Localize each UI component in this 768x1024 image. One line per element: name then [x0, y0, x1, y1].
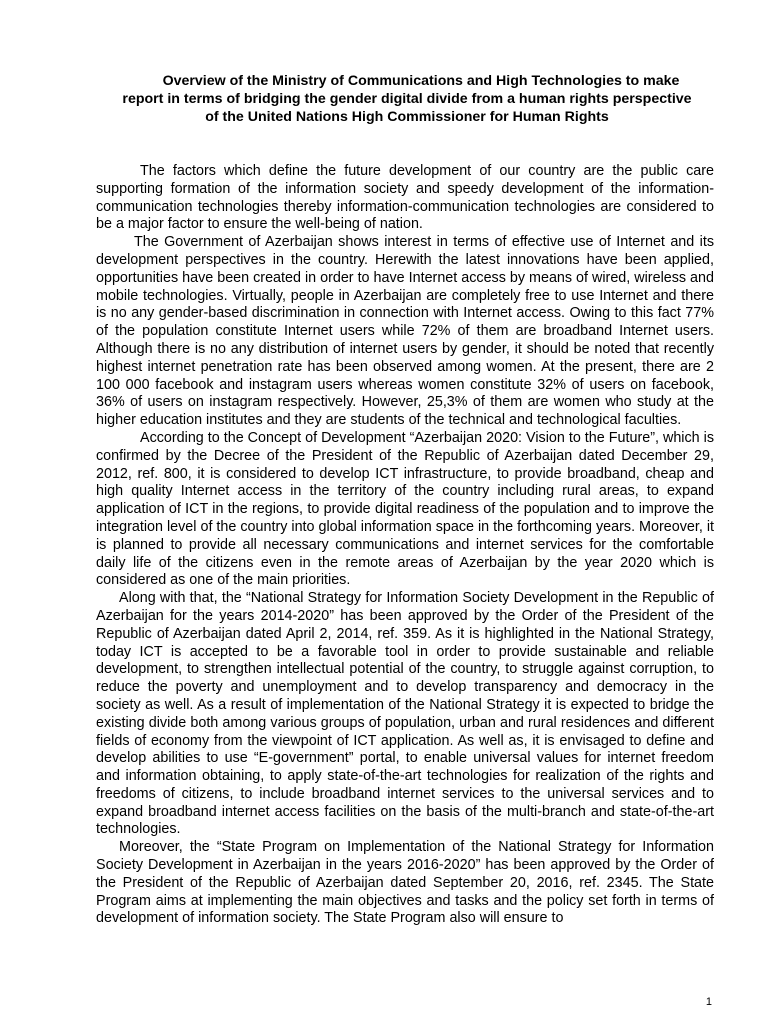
document-title: [96, 72, 718, 126]
title-line: of the United Nations High Commissioner for Human Rights: [205, 109, 609, 125]
title-line: report in terms of bridging the gender digital divide from a human rights perspective: [122, 91, 692, 107]
paragraph: Moreover, the “State Program on Implementation of the National Strategy for Information Society Development in Azerbaijan in the years 2016-2020” has been approved by the Order of the President of the Republic of Azerbaijan dated September 20, 2016, ref. 2345. The State Program aims at implementing the main objectives and tasks and the policy set forth in terms of development of information society. The State Program also will ensure to: [96, 839, 714, 927]
document-body: [96, 163, 714, 928]
paragraph: The factors which define the future development of our country are the public care supporting formation of the information society and speedy development of the information-communication technologies thereby information-communication technologies are considered to be a major factor to ensure the well-being of nation.: [96, 163, 714, 233]
title-line: Overview of the Ministry of Communications and High Technologies to make: [162, 73, 680, 89]
paragraph: The Government of Azerbaijan shows interest in terms of effective use of Internet and its development perspectives in the country. Herewith the latest innovations have been applied, opportunities have been created in order to have Internet access by means of wired, wireless and mobile technologies. Virtually, people in Azerbaijan are completely free to use Internet and there is no any gender-based discrimination in connection with Internet access. Owing to this fact 77% of the population constitute Internet users while 72% of them are broadband Internet users. Although there is no any distribution of internet users by gender, it should be noted that recently highest internet penetration rate has been observed among women. At the present, there are 2 100 000 facebook and instagram users whereas women constitute 32% of users on facebook, 36% of users on instagram respectively. However, 25,3% of them are women who study at the higher education institutes and they are students of the technical and technological faculties.: [96, 234, 714, 429]
paragraph: Along with that, the “National Strategy for Information Society Development in the Republic of Azerbaijan for the years 2014-2020” has been approved by the Order of the President of the Republic of Azerbaijan dated April 2, 2014, ref. 359. As it is highlighted in the National Strategy, today ICT is accepted to be a favorable tool in order to provide sustainable and reliable development, to strengthen intellectual potential of the country, to struggle against corruption, to reduce the poverty and unemployment and to develop transparency and democracy in the society as well. As a result of implementation of the National Strategy it is expected to bridge the existing divide both among various groups of population, urban and rural residences and different fields of economy from the viewpoint of ICT application. As well as, it is envisaged to define and develop abilities to use “E-government” portal, to enable universal values for internet freedom and information obtaining, to apply state-of-the-art technologies for realization of the rights and freedoms of citizens, to include broadband internet services to the universal services and to expand broadband internet access facilities on the basis of the multi-branch and state-of-the-art technologies.: [96, 590, 714, 838]
page-number: 1: [705, 996, 712, 1008]
paragraph: According to the Concept of Development “Azerbaijan 2020: Vision to the Future”, which is confirmed by the Decree of the President of the Republic of Azerbaijan dated December 29, 2012, ref. 800, it is considered to develop ICT infrastructure, to provide broadband, cheap and high quality Internet access in the territory of the country including rural areas, to expand application of ICT in the regions, to provide digital readiness of the population and to improve the integration level of the country into global information space in the forthcoming years. Moreover, it is planned to provide all necessary communications and internet services for the comfortable daily life of the citizens even in the remote areas of Azerbaijan by the year 2020 which is considered as one of the main priorities.: [96, 429, 714, 589]
